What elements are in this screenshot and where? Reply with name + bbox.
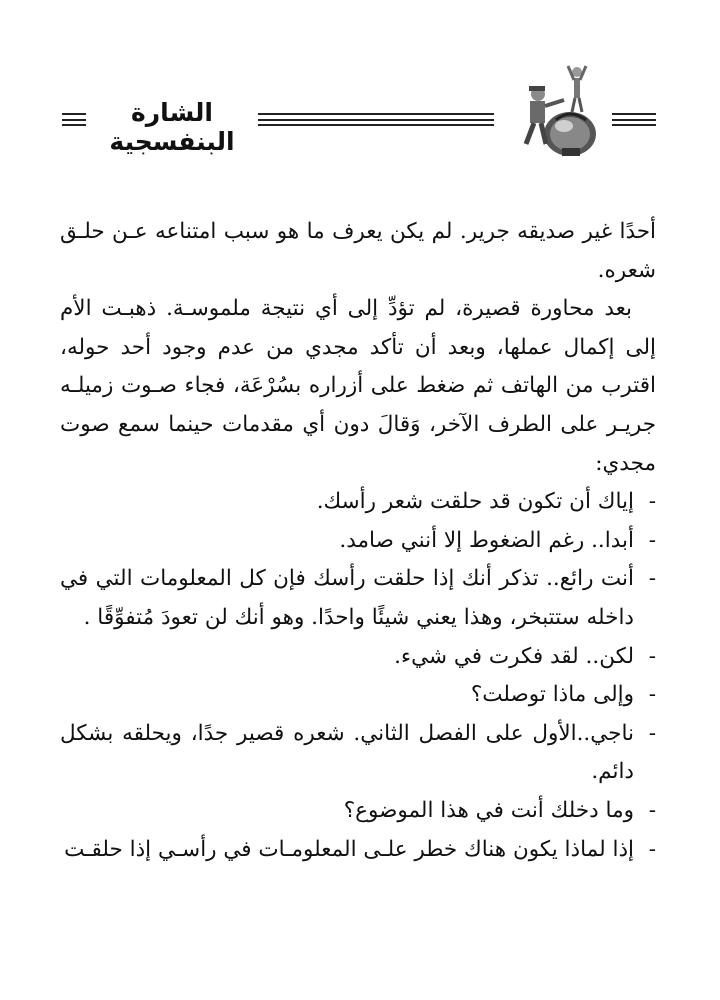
dialogue-text: ناجي..الأول على الفصل الثاني. شعره قصير جدًا، ويحلقه بشكل دائم. <box>60 720 634 785</box>
dialogue-text: وإلى ماذا توصلت؟ <box>470 682 634 708</box>
dialogue-dash: - <box>648 682 656 708</box>
dialogue-text: لكن.. لقد فكرت في شيء. <box>394 643 634 669</box>
dialogue-dash: - <box>648 836 656 862</box>
paragraph-continued: أحدًا غير صديقه جرير. لم يكن يعرف ما هو سبب امتناعه عـن حلـق شعره. <box>60 219 656 283</box>
dialogue-text: أبدا.. رغم الضغوط إلا أنني صامد. <box>339 527 634 553</box>
dialogue-line <box>60 483 656 522</box>
dialogue-dash: - <box>648 797 656 823</box>
dialogue-text: إياك أن تكون قد حلقت شعر رأسك. <box>316 489 634 515</box>
dialogue-dash: - <box>648 527 656 553</box>
header-rule-middle <box>258 113 494 126</box>
dialogue-line <box>60 638 656 677</box>
dialogue-dash: - <box>648 720 656 746</box>
dialogue-dash: - <box>648 489 656 515</box>
figures-on-bomb-logo-icon <box>512 60 604 160</box>
book-title: الشارة البنفسجية <box>109 98 235 156</box>
dialogue-text: أنت رائع.. تذكر أنك إذا حلقت رأسك فإن كل المعلومات التي في داخله ستتبخر، وهذا يعني شيئًا واحدًا. وهو أنك لن تعودَ مُتفوِّقًا . <box>60 566 634 630</box>
dialogue-line <box>60 831 656 870</box>
dialogue-line <box>60 676 656 715</box>
dialogue-dash: - <box>648 643 656 669</box>
dialogue-line <box>60 522 656 561</box>
dialogue-line <box>60 560 656 637</box>
dialogue-line <box>60 792 656 831</box>
dialogue-dash: - <box>648 566 656 592</box>
dialogue-line <box>60 715 656 792</box>
page-header <box>0 60 720 160</box>
paragraph: بعد محاورة قصيرة، لم تؤدِّ إلى أي نتيجة ملموسـة. ذهبـت الأم إلى إكمال عملها، وبعد أن تأكد مجدي من عدم وجود أحد حوله، اقترب من الهاتف ثم ضغط على أزراره بسُرْعَة، فجاء صـوت زميلـه جريـر على الطرف الآخر، وَقالَ دون أي مقدمات حينما سمع صوت مجدي: <box>60 296 656 476</box>
dialogue-text: إذا لماذا يكون هناك خطر علـى المعلومـات في رأسـي إذا حلقـت <box>64 836 634 862</box>
header-rule-right <box>612 113 656 126</box>
dialogue-text: وما دخلك أنت في هذا الموضوع؟ <box>343 797 634 823</box>
page-body <box>60 213 656 869</box>
header-rule-left <box>62 113 86 126</box>
